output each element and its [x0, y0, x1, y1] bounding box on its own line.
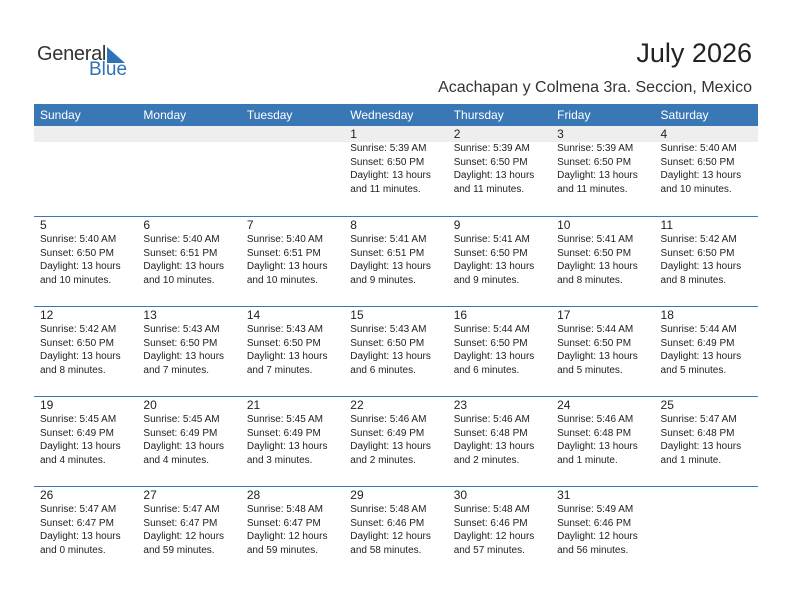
day-minutes: and 5 minutes. [557, 364, 623, 376]
day-sunrise: Sunrise: 5:43 AM [246, 324, 323, 335]
day-number: 9 [453, 218, 461, 232]
day-sunrise: Sunrise: 5:39 AM [557, 143, 634, 154]
day-sunset: Sunset: 6:48 PM [453, 427, 528, 439]
day-daylight: Daylight: 13 hours [40, 531, 121, 542]
day-minutes: and 11 minutes. [350, 183, 421, 195]
day-number: 17 [557, 308, 571, 322]
day-daylight: Daylight: 13 hours [40, 261, 121, 272]
day-daylight: Daylight: 12 hours [143, 531, 225, 542]
day-number: 31 [557, 488, 571, 502]
day-minutes: and 3 minutes. [246, 454, 313, 466]
day-number: 3 [557, 127, 564, 141]
day-number: 26 [40, 488, 54, 502]
day-cell [241, 307, 344, 383]
day-daylight: Daylight: 13 hours [40, 351, 121, 362]
day-cell [448, 307, 551, 383]
day-cell [655, 397, 758, 473]
day-cell [344, 487, 447, 563]
calendar-week [34, 126, 758, 202]
day-minutes: and 8 minutes. [557, 274, 623, 286]
day-minutes: and 59 minutes. [246, 544, 319, 556]
calendar-week [34, 216, 758, 293]
day-sunset: Sunset: 6:51 PM [246, 247, 321, 259]
day-number: 19 [40, 398, 54, 412]
day-cell [241, 487, 344, 563]
day-sunset: Sunset: 6:49 PM [143, 427, 218, 439]
day-sunset: Sunset: 6:51 PM [350, 247, 425, 259]
day-daylight: Daylight: 13 hours [350, 261, 431, 272]
day-minutes: and 4 minutes. [40, 454, 106, 466]
day-sunrise: Sunrise: 5:40 AM [143, 234, 220, 245]
day-sunset: Sunset: 6:50 PM [557, 337, 632, 349]
day-cell [34, 217, 137, 293]
day-cell [137, 217, 240, 293]
day-number: 5 [40, 218, 47, 232]
day-minutes: and 10 minutes. [40, 274, 112, 286]
day-daylight: Daylight: 13 hours [453, 170, 535, 181]
weekday-monday: Monday [143, 108, 187, 122]
day-minutes: and 1 minute. [660, 454, 722, 466]
day-sunrise: Sunrise: 5:43 AM [350, 324, 427, 335]
day-daylight: Daylight: 13 hours [350, 441, 431, 452]
day-number: 23 [453, 398, 468, 412]
day-daylight: Daylight: 13 hours [246, 261, 328, 272]
day-minutes: and 10 minutes. [143, 274, 215, 286]
day-sunrise: Sunrise: 5:40 AM [40, 234, 117, 245]
day-cell [344, 217, 447, 293]
day-minutes: and 0 minutes. [40, 544, 106, 556]
day-number: 15 [350, 308, 364, 322]
day-number: 22 [350, 398, 364, 412]
day-cell [448, 487, 551, 563]
day-minutes: and 8 minutes. [660, 274, 727, 286]
day-sunrise: Sunrise: 5:40 AM [660, 143, 737, 154]
day-cell [551, 397, 654, 473]
day-minutes: and 2 minutes. [350, 454, 416, 466]
day-sunset: Sunset: 6:50 PM [350, 156, 425, 168]
day-number: 24 [557, 398, 571, 412]
day-number: 13 [143, 308, 157, 322]
day-daylight: Daylight: 13 hours [660, 261, 742, 272]
day-cell [344, 397, 447, 473]
day-cell [655, 126, 758, 202]
logo-blue-text: Blue [89, 59, 128, 80]
day-minutes: and 59 minutes. [143, 544, 215, 556]
weekday-sunday: Sunday [40, 108, 81, 122]
day-sunrise: Sunrise: 5:41 AM [453, 234, 530, 245]
day-sunrise: Sunrise: 5:48 AM [453, 504, 530, 515]
day-daylight: Daylight: 13 hours [143, 441, 225, 452]
day-daylight: Daylight: 13 hours [40, 441, 121, 452]
day-sunset: Sunset: 6:46 PM [557, 517, 632, 529]
day-sunset: Sunset: 6:51 PM [143, 247, 218, 259]
day-sunset: Sunset: 6:50 PM [453, 156, 528, 168]
day-daylight: Daylight: 13 hours [246, 441, 328, 452]
empty-day-cell [137, 126, 240, 202]
day-number: 14 [246, 308, 261, 322]
day-sunset: Sunset: 6:48 PM [557, 427, 632, 439]
day-minutes: and 6 minutes. [350, 364, 416, 376]
day-sunset: Sunset: 6:50 PM [557, 247, 632, 259]
day-sunrise: Sunrise: 5:47 AM [40, 504, 117, 515]
day-daylight: Daylight: 12 hours [557, 531, 638, 542]
day-minutes: and 2 minutes. [453, 454, 520, 466]
day-sunset: Sunset: 6:50 PM [453, 247, 528, 259]
day-daylight: Daylight: 13 hours [143, 351, 225, 362]
calendar-week [34, 396, 758, 473]
day-sunset: Sunset: 6:46 PM [453, 517, 528, 529]
day-sunset: Sunset: 6:50 PM [350, 337, 425, 349]
day-daylight: Daylight: 13 hours [246, 351, 328, 362]
day-sunrise: Sunrise: 5:45 AM [143, 414, 220, 425]
day-minutes: and 7 minutes. [143, 364, 210, 376]
day-sunset: Sunset: 6:47 PM [40, 517, 114, 529]
day-daylight: Daylight: 13 hours [453, 261, 535, 272]
day-number: 8 [350, 218, 357, 232]
day-sunrise: Sunrise: 5:39 AM [350, 143, 427, 154]
day-daylight: Daylight: 13 hours [350, 351, 431, 362]
day-minutes: and 11 minutes. [453, 183, 525, 195]
day-cell [344, 126, 447, 202]
day-sunrise: Sunrise: 5:44 AM [660, 324, 737, 335]
day-sunset: Sunset: 6:49 PM [660, 337, 735, 349]
day-number: 18 [660, 308, 674, 322]
weekday-thursday: Thursday [453, 108, 504, 122]
day-minutes: and 4 minutes. [143, 454, 210, 466]
day-number: 28 [246, 488, 261, 502]
day-sunset: Sunset: 6:50 PM [246, 337, 321, 349]
weekday-header [34, 104, 758, 126]
day-cell [448, 397, 551, 473]
day-cell [551, 126, 654, 202]
day-number: 21 [246, 398, 261, 412]
day-cell [137, 397, 240, 473]
day-number: 4 [660, 127, 668, 141]
day-minutes: and 9 minutes. [350, 274, 416, 286]
day-minutes: and 7 minutes. [246, 364, 313, 376]
day-sunrise: Sunrise: 5:41 AM [557, 234, 634, 245]
weekday-friday: Friday [557, 108, 591, 122]
empty-day-cell [241, 126, 344, 202]
day-cell [344, 307, 447, 383]
day-number: 6 [143, 218, 151, 232]
day-daylight: Daylight: 13 hours [557, 261, 638, 272]
day-sunrise: Sunrise: 5:47 AM [660, 414, 737, 425]
day-minutes: and 5 minutes. [660, 364, 727, 376]
day-sunrise: Sunrise: 5:49 AM [557, 504, 634, 515]
day-daylight: Daylight: 13 hours [557, 170, 638, 181]
weekday-wednesday: Wednesday [350, 108, 414, 122]
logo [37, 43, 137, 83]
day-minutes: and 8 minutes. [40, 364, 106, 376]
day-sunrise: Sunrise: 5:45 AM [246, 414, 323, 425]
day-sunset: Sunset: 6:50 PM [557, 156, 632, 168]
day-daylight: Daylight: 13 hours [660, 351, 742, 362]
day-minutes: and 56 minutes. [557, 544, 629, 556]
day-minutes: and 11 minutes. [557, 183, 628, 195]
day-sunset: Sunset: 6:50 PM [40, 337, 114, 349]
day-minutes: and 58 minutes. [350, 544, 422, 556]
day-sunset: Sunset: 6:49 PM [350, 427, 425, 439]
page-title: July 2026 [636, 38, 752, 68]
day-sunrise: Sunrise: 5:48 AM [246, 504, 323, 515]
day-cell [655, 217, 758, 293]
empty-day-cell [655, 487, 758, 563]
day-number: 11 [660, 218, 673, 232]
day-daylight: Daylight: 12 hours [350, 531, 431, 542]
weekday-saturday: Saturday [660, 108, 709, 122]
day-daylight: Daylight: 13 hours [660, 441, 742, 452]
day-number: 20 [143, 398, 157, 412]
day-sunrise: Sunrise: 5:44 AM [557, 324, 634, 335]
day-cell [34, 307, 137, 383]
day-number: 10 [557, 218, 571, 232]
day-cell [655, 307, 758, 383]
day-cell [241, 217, 344, 293]
day-number: 29 [350, 488, 364, 502]
calendar-week [34, 306, 758, 383]
calendar-week [34, 486, 758, 563]
day-sunrise: Sunrise: 5:41 AM [350, 234, 427, 245]
day-cell [137, 307, 240, 383]
day-sunset: Sunset: 6:50 PM [40, 247, 114, 259]
day-sunrise: Sunrise: 5:40 AM [246, 234, 323, 245]
day-cell [34, 487, 137, 563]
day-minutes: and 1 minute. [557, 454, 618, 466]
day-daylight: Daylight: 13 hours [660, 170, 742, 181]
day-sunrise: Sunrise: 5:42 AM [660, 234, 737, 245]
day-sunset: Sunset: 6:49 PM [246, 427, 321, 439]
day-cell [551, 487, 654, 563]
day-sunset: Sunset: 6:50 PM [660, 247, 735, 259]
day-sunset: Sunset: 6:50 PM [143, 337, 218, 349]
day-sunset: Sunset: 6:49 PM [40, 427, 114, 439]
day-cell [137, 487, 240, 563]
day-number: 25 [660, 398, 674, 412]
day-cell [448, 217, 551, 293]
day-cell [551, 217, 654, 293]
day-daylight: Daylight: 13 hours [557, 441, 638, 452]
day-cell [34, 397, 137, 473]
day-sunrise: Sunrise: 5:46 AM [453, 414, 530, 425]
day-sunrise: Sunrise: 5:39 AM [453, 143, 530, 154]
day-minutes: and 57 minutes. [453, 544, 525, 556]
day-sunset: Sunset: 6:47 PM [246, 517, 321, 529]
day-number: 1 [350, 127, 357, 141]
day-cell [448, 126, 551, 202]
day-cell [551, 307, 654, 383]
weekday-tuesday: Tuesday [246, 108, 293, 122]
day-sunrise: Sunrise: 5:46 AM [350, 414, 427, 425]
day-sunrise: Sunrise: 5:47 AM [143, 504, 220, 515]
day-sunset: Sunset: 6:47 PM [143, 517, 218, 529]
logo-general-text: General [37, 43, 107, 65]
day-minutes: and 10 minutes. [246, 274, 319, 286]
location-subtitle: Acachapan y Colmena 3ra. Seccion, Mexico [438, 79, 752, 96]
day-daylight: Daylight: 13 hours [143, 261, 225, 272]
day-sunrise: Sunrise: 5:42 AM [40, 324, 117, 335]
day-daylight: Daylight: 13 hours [453, 351, 535, 362]
day-number: 30 [453, 488, 468, 502]
day-daylight: Daylight: 13 hours [557, 351, 638, 362]
day-number: 16 [453, 308, 468, 322]
day-number: 7 [246, 218, 254, 232]
day-number: 12 [40, 308, 54, 322]
day-minutes: and 10 minutes. [660, 183, 732, 195]
day-daylight: Daylight: 12 hours [246, 531, 328, 542]
day-number: 27 [143, 488, 157, 502]
day-sunset: Sunset: 6:50 PM [660, 156, 735, 168]
day-sunrise: Sunrise: 5:46 AM [557, 414, 634, 425]
day-sunrise: Sunrise: 5:44 AM [453, 324, 530, 335]
day-minutes: and 9 minutes. [453, 274, 520, 286]
day-sunset: Sunset: 6:46 PM [350, 517, 425, 529]
day-daylight: Daylight: 13 hours [453, 441, 535, 452]
day-sunrise: Sunrise: 5:48 AM [350, 504, 427, 515]
day-sunrise: Sunrise: 5:45 AM [40, 414, 117, 425]
day-sunset: Sunset: 6:50 PM [453, 337, 528, 349]
day-cell [241, 397, 344, 473]
empty-day-cell [34, 126, 137, 202]
day-sunset: Sunset: 6:48 PM [660, 427, 735, 439]
day-sunrise: Sunrise: 5:43 AM [143, 324, 220, 335]
day-number: 2 [453, 127, 461, 141]
day-daylight: Daylight: 13 hours [350, 170, 431, 181]
day-daylight: Daylight: 12 hours [453, 531, 535, 542]
day-minutes: and 6 minutes. [453, 364, 520, 376]
